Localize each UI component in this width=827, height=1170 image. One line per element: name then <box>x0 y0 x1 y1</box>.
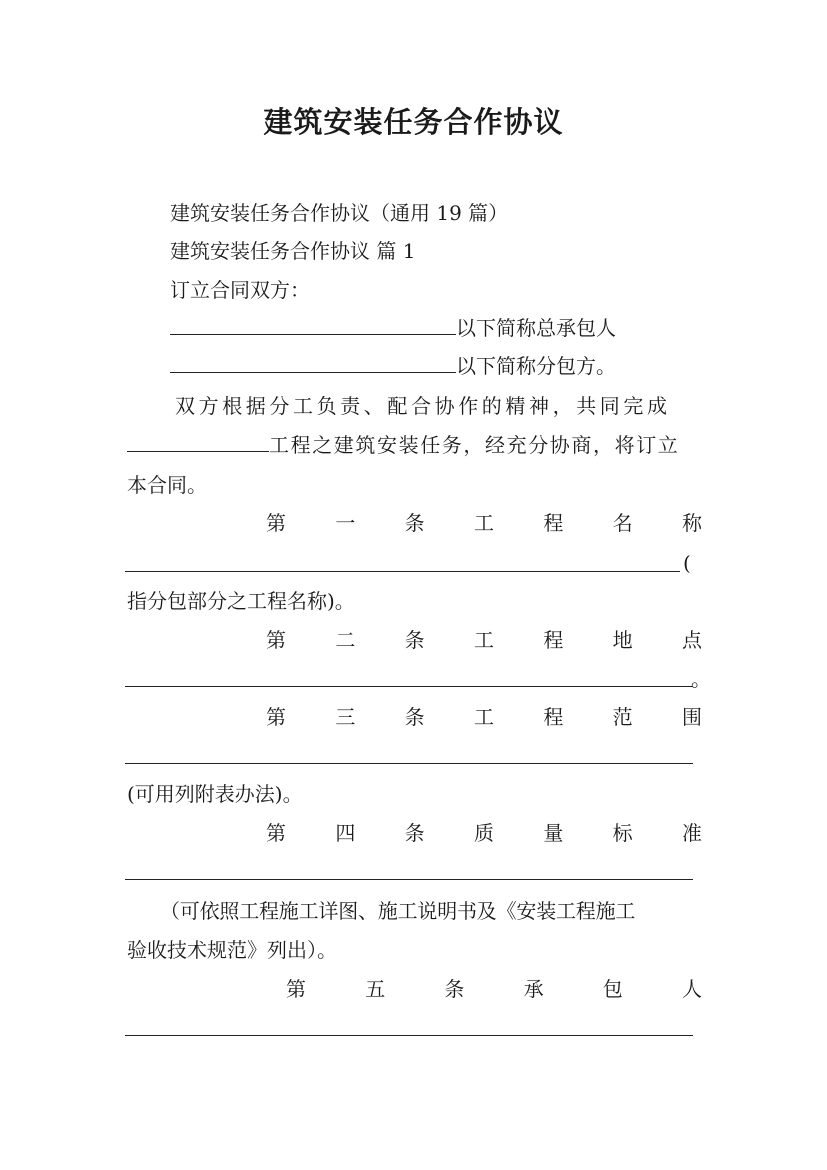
party2-line <box>170 353 616 379</box>
article4-note-line-2: 验收技术规范》列出）。 <box>127 938 337 962</box>
article1-note: 指分包部分之工程名称)。 <box>127 589 355 613</box>
article3-char: 条 <box>404 705 425 729</box>
article4-char: 标 <box>612 821 633 845</box>
part-heading: 建筑安装任务合作协议 篇 1 <box>170 239 416 263</box>
article3-char: 围 <box>681 705 702 729</box>
article2-char: 第 <box>266 628 286 652</box>
article3-char: 三 <box>335 705 356 729</box>
article3-char: 范 <box>612 705 633 729</box>
article1-blank[interactable] <box>125 571 680 572</box>
article5-char: 包 <box>602 977 623 1001</box>
article5-char: 条 <box>444 977 465 1001</box>
article5-char: 人 <box>681 977 702 1001</box>
party1-suffix: 以下简称总承包人 <box>456 316 616 340</box>
article3-char: 第 <box>266 705 286 729</box>
article4-char: 条 <box>404 821 425 845</box>
article2-char: 工 <box>473 628 494 652</box>
party2-suffix: 以下简称分包方。 <box>456 354 616 378</box>
article2-char: 程 <box>543 628 564 652</box>
intro-line-2-text: 工程之建筑安装任务，经充分协商，将订立 <box>269 433 680 457</box>
article4-char: 四 <box>335 821 356 845</box>
article4-blank[interactable] <box>125 879 693 880</box>
article3-note: (可用列附表办法)。 <box>127 782 303 806</box>
article1-heading <box>266 510 702 536</box>
article1-char: 程 <box>543 511 564 535</box>
article2-tail: 。 <box>691 667 711 691</box>
parties-label: 订立合同双方： <box>170 278 310 302</box>
article4-note-line-1: （可依照工程施工详图、施工说明书及《安装工程施工 <box>160 899 636 923</box>
article5-char: 承 <box>523 977 544 1001</box>
document-subtitle: 建筑安装任务合作协议（通用 19 篇） <box>170 201 509 225</box>
article2-blank[interactable] <box>125 686 693 687</box>
party1-line <box>170 315 616 341</box>
article4-char: 准 <box>681 821 702 845</box>
article1-char: 称 <box>681 511 702 535</box>
article2-char: 点 <box>681 628 702 652</box>
article4-char: 第 <box>266 821 286 845</box>
article5-heading <box>286 976 702 1002</box>
intro-line-1: 双方根据分工负责、配合协作的精神，共同完成 <box>175 394 671 418</box>
article4-char: 量 <box>543 821 564 845</box>
article3-char: 工 <box>473 705 494 729</box>
article1-char: 条 <box>404 511 425 535</box>
intro-line-2 <box>127 432 679 458</box>
party2-blank[interactable] <box>170 354 456 373</box>
article5-char: 五 <box>365 977 386 1001</box>
article1-char: 第 <box>266 511 286 535</box>
party1-blank[interactable] <box>170 316 456 335</box>
article1-tail: ( <box>683 551 691 575</box>
article1-char: 一 <box>335 511 356 535</box>
document-title: 建筑安装任务合作协议 <box>263 105 564 139</box>
article3-blank[interactable] <box>125 763 693 764</box>
intro-line-3: 本合同。 <box>127 473 207 497</box>
article5-blank[interactable] <box>125 1035 693 1036</box>
article5-char: 第 <box>286 977 306 1001</box>
article4-heading <box>266 820 702 846</box>
article1-char: 工 <box>473 511 494 535</box>
article1-char: 名 <box>612 511 633 535</box>
article2-heading <box>266 627 702 653</box>
article2-char: 地 <box>612 628 633 652</box>
article4-char: 质 <box>473 821 494 845</box>
article3-heading <box>266 704 702 730</box>
project-blank[interactable] <box>127 433 269 452</box>
article2-char: 条 <box>404 628 425 652</box>
article2-char: 二 <box>335 628 356 652</box>
article3-char: 程 <box>543 705 564 729</box>
